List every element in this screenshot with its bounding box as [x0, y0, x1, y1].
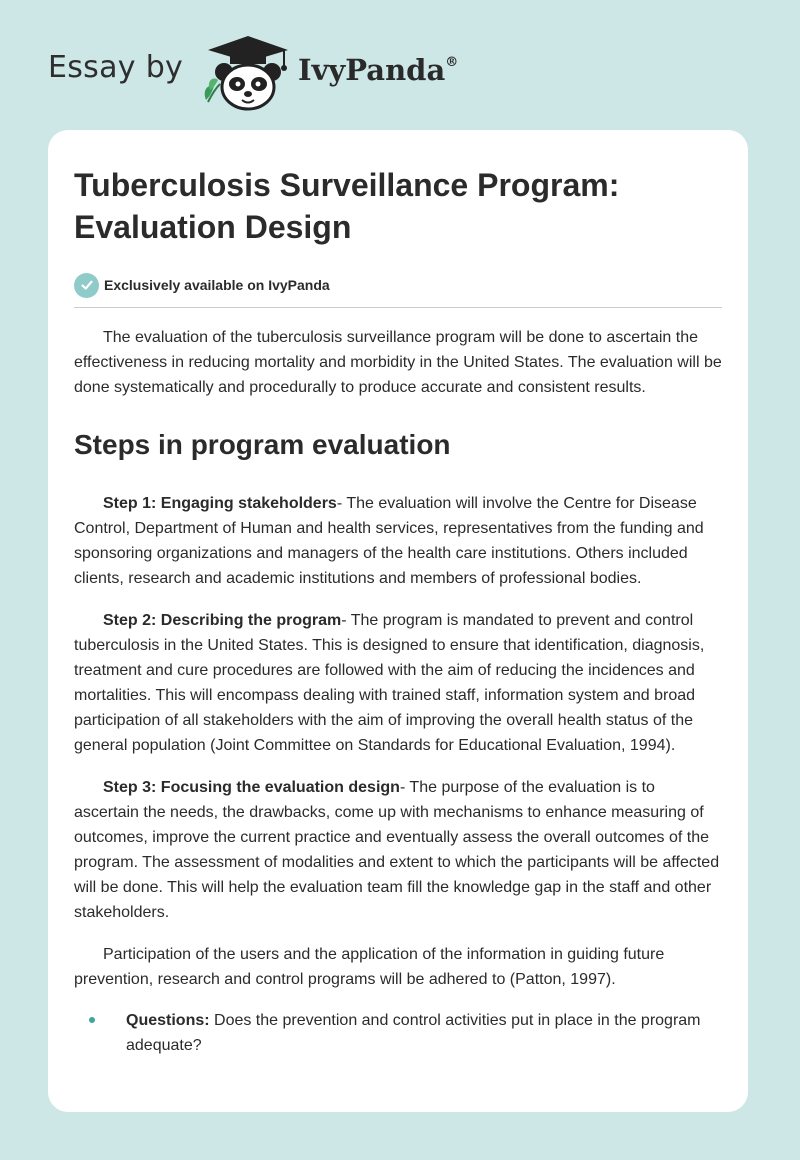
site-header	[48, 30, 488, 112]
exclusive-badge	[74, 272, 724, 298]
step-1-paragraph	[74, 491, 724, 591]
step-2-text: - The program is mandated to prevent and control tuberculosis in the United States. This is designed to ensure that identification, diagnosis, treatment and cure procedures are followed with the aim of reducing the incidences and mortalities. This will encompass dealing with trained staff, information system and broad participation of all stakeholders with the aim of improving the overall health status of the general population (Joint Committee on Standards for Educational Evaluation, 1994).	[74, 612, 705, 754]
badge-label: Exclusively available on IvyPanda	[104, 277, 330, 293]
page-title: Tuberculosis Surveillance Program: Evaluation Design	[74, 167, 620, 245]
bullet-dot-icon	[89, 1017, 95, 1023]
step-3-label: Step 3: Focusing the evaluation design	[103, 779, 400, 796]
questions-list	[74, 1008, 724, 1058]
essay-card	[48, 130, 748, 1112]
participation-paragraph: Participation of the users and the application of the information in guiding future prevention, research and control programs will be adhered to (Patton, 1997).	[74, 946, 665, 988]
list-item	[74, 1008, 724, 1058]
list-item-label: Questions:	[126, 1012, 210, 1029]
step-1-text: - The evaluation will involve the Centre for Disease Control, Department of Human and health services, representatives from the funding and sponsoring organizations and managers of the health care institutions. Others included clients, research and academic institutions and members of professional bodies.	[74, 495, 704, 587]
check-circle-icon	[74, 273, 99, 298]
list-item-text: Does the prevention and control activities put in place in the program adequate?	[126, 1012, 701, 1054]
step-2-label: Step 2: Describing the program	[103, 612, 342, 629]
section-heading: Steps in program evaluation	[74, 429, 451, 460]
step-2-paragraph	[74, 608, 724, 758]
brand-name[interactable]: IvyPanda®	[298, 53, 459, 87]
step-3-paragraph	[74, 775, 724, 925]
step-3-text: - The purpose of the evaluation is to ascertain the needs, the drawbacks, come up with mechanisms to enhance measuring of outcomes, improve the current practice and eventually assess the overall outcomes of the program. The assessment of modalities and extent to which the participants will be affected will be done. This will help the evaluation team fill the knowledge gap in the staff and other stakeholders.	[74, 779, 720, 921]
intro-paragraph: The evaluation of the tuberculosis surveillance program will be done to ascertain the effectiveness in reducing mortality and morbidity in the United States. The evaluation will be done systematically and procedurally to produce accurate and consistent results.	[74, 329, 722, 396]
registered-mark: ®	[445, 55, 459, 70]
brand-prefix: Essay by	[48, 50, 184, 85]
step-1-label: Step 1: Engaging stakeholders	[103, 495, 337, 512]
graduation-panda-icon	[200, 32, 296, 112]
title-divider	[74, 307, 722, 308]
essay-content	[74, 164, 724, 1058]
